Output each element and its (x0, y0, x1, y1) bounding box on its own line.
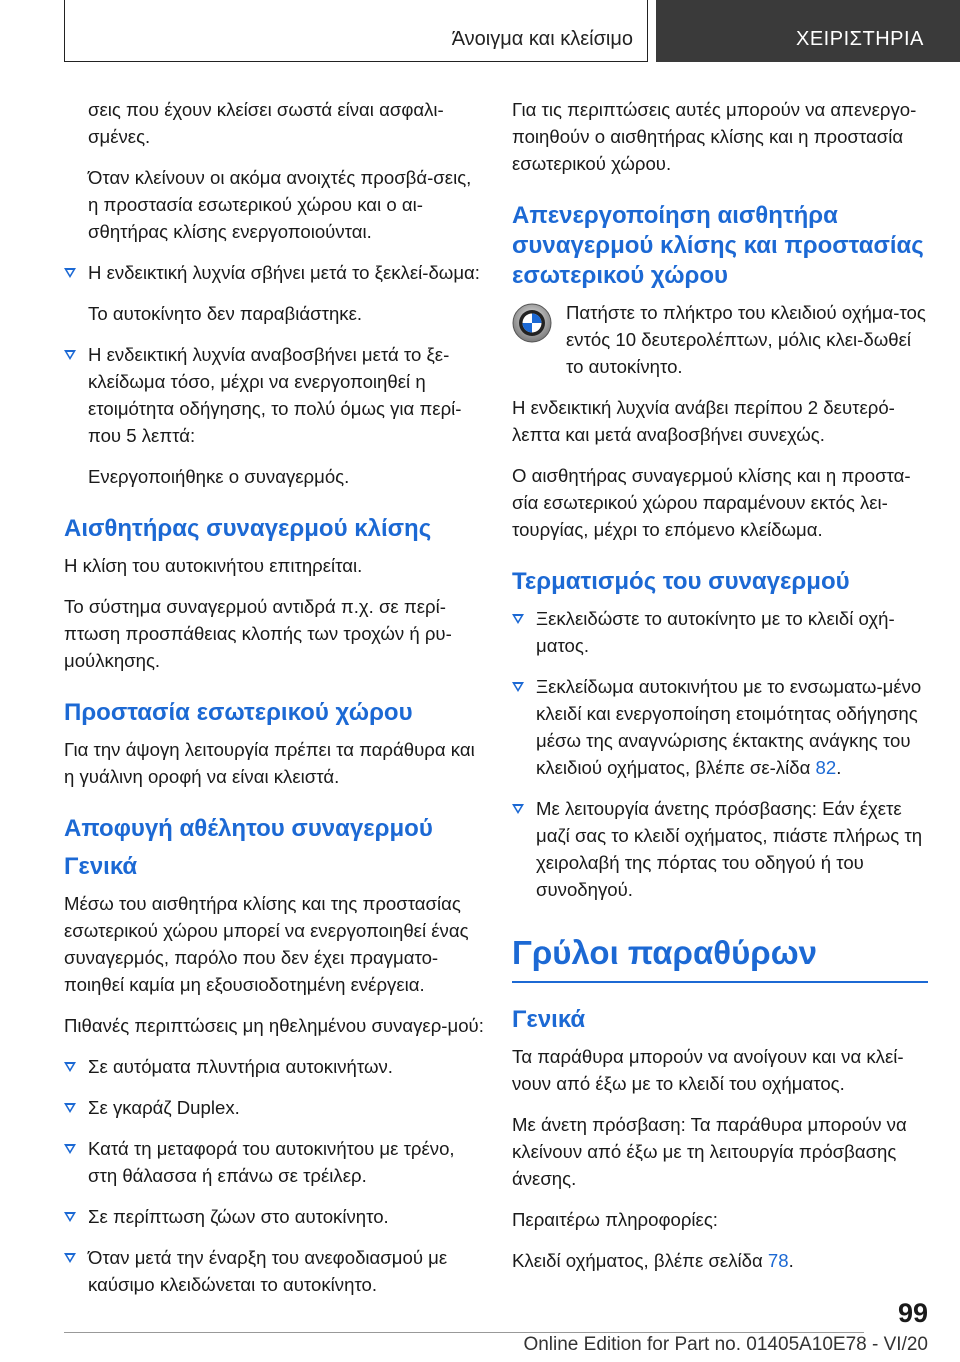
heading-general: Γενικά (512, 1005, 586, 1033)
bullet-triangle-icon (64, 350, 76, 360)
heading-power-windows: Γρύλοι παραθύρων (512, 934, 817, 971)
paragraph: Η κλίση του αυτοκινήτου επιτηρείται. (64, 555, 363, 576)
heading-rule (512, 981, 928, 983)
bullet-triangle-icon (64, 1103, 76, 1113)
page-number: 99 (897, 1298, 928, 1328)
paragraph: Πιθανές περιπτώσεις μη ηθελημένου συναγερ-μού: (64, 1015, 484, 1036)
footer-rule (64, 1332, 864, 1333)
paragraph: Για την άψογη λειτουργία πρέπει τα παράθυρα και η γυάλινη οροφή να είναι κλειστά. (64, 739, 475, 787)
paragraph: Με άνετη πρόσβαση: Τα παράθυρα μπορούν να κλείνουν από έξω με τη λειτουργία πρόσβασης άνεσης. (512, 1113, 907, 1189)
left-column (64, 96, 484, 1312)
paragraph: Ο αισθητήρας συναγερμού κλίσης και η προστα-σία εσωτερικού χώρου παραμένουν εκτός λει-τουργίας, μέχρι το επόμενο κλείδωμα. (512, 465, 911, 540)
list-item: Με λειτουργία άνετης πρόσβασης: Εάν έχετε μαζί σας το κλειδί οχήματος, πιάστε πλήρως τη χειρολαβή της πόρτας του οδηγού ή του συνοδηγού. (512, 795, 928, 903)
heading-interior-protection: Προστασία εσωτερικού χώρου (64, 699, 413, 726)
right-column (512, 96, 928, 1288)
edition-footer: Online Edition for Part no. 01405A10E78 - VI/20 (523, 1334, 928, 1355)
bullet-triangle-icon (64, 268, 76, 278)
paragraph: Η ενδεικτική λυχνία ανάβει περίπου 2 δευτερό-λεπτα και μετά αναβοσβήνει συνεχώς. (512, 397, 895, 445)
paragraph: σεις που έχουν κλείσει σωστά είναι ασφαλι-σμένες. (88, 99, 444, 147)
list-item: Η ενδεικτική λυχνία σβήνει μετά το ξεκλεί-δωμα: (64, 259, 484, 286)
list-item: Σε αυτόματα πλυντήρια αυτοκινήτων. (64, 1053, 484, 1080)
heading-end-alarm: Τερματισμός του συναγερμού (512, 568, 850, 595)
bullet-triangle-icon (512, 682, 524, 692)
bmw-key-icon (512, 303, 552, 343)
paragraph: Περαιτέρω πληροφορίες: (512, 1208, 718, 1230)
heading-tilt-sensor: Αισθητήρας συναγερμού κλίσης (64, 515, 432, 542)
list-item: Ξεκλειδώστε το αυτοκίνητο με το κλειδί οχή-ματος. (512, 605, 928, 659)
list-item: Η ενδεικτική λυχνία αναβοσβήνει μετά το ξε-κλείδωμα τόσο, μέχρι να ενεργοποιηθεί η ετοιμότητα οδήγησης, το πολύ όμως για περί-που 5 λεπτά: (64, 341, 484, 449)
icon-paragraph (512, 299, 928, 380)
bullet-triangle-icon (512, 614, 524, 624)
heading-general: Γενικά (64, 853, 138, 880)
paragraph: Για τις περιπτώσεις αυτές μπορούν να απενεργο-ποιηθούν ο αισθητήρας κλίσης και η προστασία εσωτερικού χώρου. (512, 99, 917, 174)
list-item: Ξεκλείδωμα αυτοκινήτου με το ενσωματω-μένο κλειδί και ενεργοποίηση ετοιμότητας οδήγησης μέσω της αναγνώρισης έκτακτης ανάγκης του κλειδιού οχήματος, βλέπε σε-λίδα 82. (512, 673, 928, 781)
chapter-tab[interactable] (656, 0, 960, 62)
paragraph: Κλειδί οχήματος, βλέπε σελίδα 78. (512, 1249, 794, 1271)
header-box (64, 0, 648, 62)
bullet-triangle-icon (64, 1253, 76, 1263)
bullet-triangle-icon (64, 1212, 76, 1222)
paragraph: Το αυτοκίνητο δεν παραβιάστηκε. (88, 303, 363, 324)
bullet-triangle-icon (64, 1062, 76, 1072)
chapter-tab-label: ΧΕΙΡΙΣΤΗΡΙΑ (796, 28, 924, 50)
page-link-78[interactable]: 78 (767, 1249, 789, 1271)
page-link-82[interactable]: 82 (815, 757, 837, 778)
bullet-triangle-icon (64, 1144, 76, 1154)
list-item: Κατά τη μεταφορά του αυτοκινήτου με τρένο, στη θάλασσα ή επάνω σε τρέιλερ. (64, 1135, 484, 1189)
paragraph: Πατήστε το πλήκτρο του κλειδιού οχήμα-τος εντός 10 δευτερολέπτων, μόλις κλει-δωθεί το αυτοκίνητο. (566, 302, 926, 377)
paragraph: Τα παράθυρα μπορούν να ανοίγουν και να κλεί-νουν από έξω με το κλειδί του οχήματος. (512, 1045, 904, 1094)
section-title: Άνοιγμα και κλείσιμο (451, 28, 633, 50)
paragraph: Μέσω του αισθητήρα κλίσης και της προστασίας εσωτερικού χώρου μπορεί να ενεργοποιηθεί ένας συναγερμός, παρόλο που δεν έχει πραγματο-ποιηθεί καμία μη εξουσιοδοτημένη ενέργεια. (64, 893, 469, 995)
list-item: Όταν μετά την έναρξη του ανεφοδιασμού με καύσιμο κλειδώνεται το αυτοκίνητο. (64, 1244, 484, 1298)
paragraph: Όταν κλείνουν οι ακόμα ανοιχτές προσβά-σεις, η προστασία εσωτερικού χώρου και ο αι-σθητήρας κλίσης ενεργοποιούνται. (88, 167, 472, 242)
list-item: Σε περίπτωση ζώων στο αυτοκίνητο. (64, 1203, 484, 1230)
paragraph: Το σύστημα συναγερμού αντιδρά π.χ. σε περί-πτωση προσπάθειας κλοπής των τροχών ή ρυ-μούλκησης. (64, 596, 452, 671)
paragraph: Ενεργοποιήθηκε ο συναγερμός. (88, 466, 350, 487)
heading-avoid-alarm: Αποφυγή αθέλητου συναγερμού (64, 815, 433, 842)
bullet-triangle-icon (512, 804, 524, 814)
heading-disable-alarm: Απενεργοποίηση αισθητήρα συναγερμού κλίσης και προστασίας εσωτερικού χώρου (512, 202, 924, 289)
list-item: Σε γκαράζ Duplex. (64, 1094, 484, 1121)
